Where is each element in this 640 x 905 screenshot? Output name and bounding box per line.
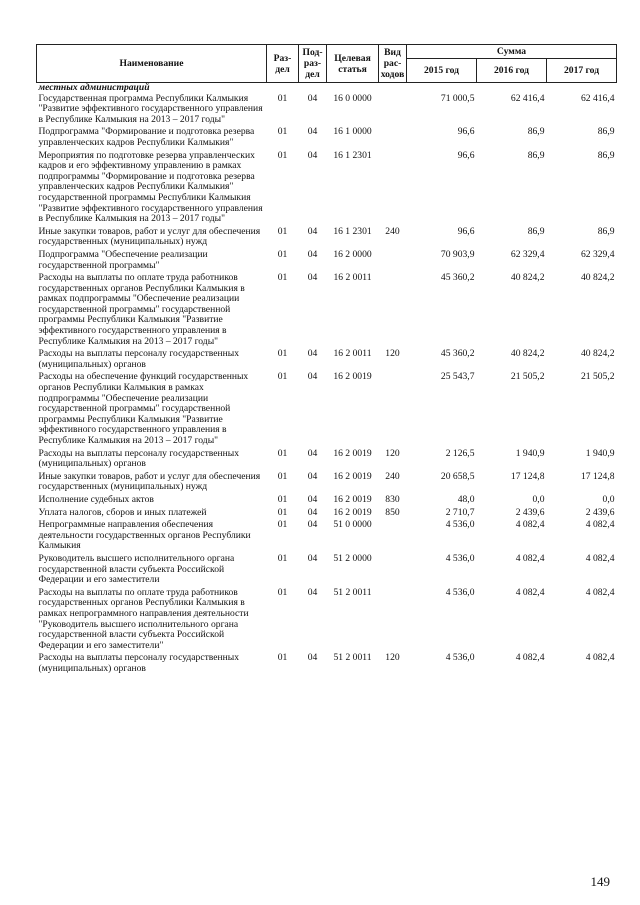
header-year-2015: 2015 год bbox=[407, 59, 477, 83]
cell-2016: 62 416,4 bbox=[510, 92, 545, 104]
section-row bbox=[37, 83, 617, 94]
cell-target: 16 1 2301 bbox=[333, 225, 372, 237]
cell-2015: 96,6 bbox=[457, 149, 475, 161]
cell-target: 16 1 0000 bbox=[333, 126, 372, 138]
cell-vid bbox=[379, 271, 407, 347]
section-title: местных администраций bbox=[38, 82, 150, 93]
table-row bbox=[37, 149, 617, 225]
cell-2015: 48,0 bbox=[457, 493, 475, 505]
cell-2017: 21 505,2 bbox=[580, 371, 615, 383]
cell-target: 16 2 0011 bbox=[333, 348, 372, 360]
header-vid: Вид рас-ходов bbox=[379, 45, 407, 83]
table-row bbox=[37, 651, 617, 674]
cell-razdel: 01 bbox=[277, 92, 288, 104]
table-header bbox=[37, 45, 617, 83]
cell-razdel: 01 bbox=[277, 126, 288, 138]
cell-2017: 4 082,4 bbox=[585, 586, 615, 598]
cell-2017: 4 082,4 bbox=[585, 652, 615, 664]
cell-2017: 4 082,4 bbox=[585, 552, 615, 564]
cell-2016: 17 124,8 bbox=[510, 470, 545, 482]
cell-name: Непрограммные направления обеспечения деятельности государственных органов Республики Калмыкия bbox=[38, 519, 251, 552]
cell-2017: 40 824,2 bbox=[580, 348, 615, 360]
cell-name: Иные закупки товаров, работ и услуг для обеспечения государственных (муниципальных) нужд bbox=[38, 470, 261, 493]
cell-podrazdel: 04 bbox=[307, 149, 318, 161]
cell-2017: 4 082,4 bbox=[585, 519, 615, 531]
cell-target: 16 2 0019 bbox=[333, 506, 372, 518]
cell-2016: 86,9 bbox=[527, 126, 545, 138]
cell-2016: 40 824,2 bbox=[510, 348, 545, 360]
cell-vid bbox=[379, 518, 407, 552]
cell-2016: 0,0 bbox=[532, 493, 545, 505]
cell-2015: 4 536,0 bbox=[445, 586, 475, 598]
table-row bbox=[37, 370, 617, 446]
cell-2015: 25 543,7 bbox=[440, 371, 475, 383]
cell-target: 16 2 0000 bbox=[333, 248, 372, 260]
cell-podrazdel: 04 bbox=[307, 348, 318, 360]
cell-podrazdel: 04 bbox=[307, 586, 318, 598]
cell-2016: 40 824,2 bbox=[510, 272, 545, 284]
cell-razdel: 01 bbox=[277, 371, 288, 383]
cell-name: Мероприятия по подготовке резерва управленческих кадров и его эффективному управлению в рамках подпрограммы "Формирование и подготовка резерва управленческих кадров Республики Калмыкия" государственной программы Республики Калмыкия "Развитие эффективного государственного управления в Республике Калмыкия на 2013 – 2017 годы" bbox=[38, 149, 263, 225]
table-row bbox=[37, 470, 617, 493]
header-razdel: Раз-дел bbox=[267, 45, 299, 83]
header-summa: Сумма bbox=[407, 45, 617, 59]
cell-vid: 240 bbox=[385, 470, 400, 482]
cell-2015: 2 126,5 bbox=[445, 447, 475, 459]
cell-vid: 830 bbox=[385, 493, 400, 505]
cell-razdel: 01 bbox=[277, 348, 288, 360]
cell-2016: 4 082,4 bbox=[515, 552, 545, 564]
cell-name: Государственная программа Республики Калмыкия "Развитие эффективного государственного управления в Республике Калмыкия на 2013 – 2017 годы" bbox=[38, 92, 263, 125]
cell-2015: 96,6 bbox=[457, 126, 475, 138]
cell-name: Подпрограмма "Обеспечение реализации государственной программы" bbox=[38, 248, 208, 271]
cell-2016: 21 505,2 bbox=[510, 371, 545, 383]
cell-vid: 120 bbox=[385, 652, 400, 664]
cell-name: Расходы на обеспечение функций государственных органов Республики Калмыкия в рамках подпрограммы "Обеспечение реализации государственной программы" государственной программы Республики Калмыкия "Развитие эффективного государственного управления в Республике Калмыкия на 2013 – 2017 годы" bbox=[38, 371, 249, 446]
cell-vid bbox=[379, 248, 407, 271]
table-body bbox=[37, 83, 617, 675]
cell-razdel: 01 bbox=[277, 225, 288, 237]
cell-name: Руководитель высшего исполнительного органа государственной власти субъекта Российской Федерации и его заместители bbox=[38, 552, 235, 586]
cell-razdel: 01 bbox=[277, 652, 288, 664]
header-target: Целевая статья bbox=[327, 45, 379, 83]
cell-name: Расходы на выплаты персоналу государственных (муниципальных) органов bbox=[38, 652, 240, 674]
cell-2017: 17 124,8 bbox=[580, 470, 615, 482]
cell-name: Расходы на выплаты персоналу государственных (муниципальных) органов bbox=[38, 447, 240, 470]
cell-razdel: 01 bbox=[277, 519, 288, 531]
cell-vid bbox=[379, 94, 407, 126]
table-row bbox=[37, 248, 617, 271]
cell-2016: 4 082,4 bbox=[515, 586, 545, 598]
cell-2015: 96,6 bbox=[457, 225, 475, 237]
cell-2016: 2 439,6 bbox=[515, 506, 545, 518]
table-row bbox=[37, 225, 617, 248]
cell-2015: 4 536,0 bbox=[445, 552, 475, 564]
cell-2017: 62 329,4 bbox=[580, 248, 615, 260]
table-row bbox=[37, 347, 617, 370]
cell-2016: 4 082,4 bbox=[515, 652, 545, 664]
cell-name: Иные закупки товаров, работ и услуг для обеспечения государственных (муниципальных) нужд bbox=[38, 225, 261, 248]
cell-2016: 4 082,4 bbox=[515, 519, 545, 531]
cell-2015: 4 536,0 bbox=[445, 652, 475, 664]
table-row bbox=[37, 125, 617, 148]
table-row bbox=[37, 94, 617, 126]
table-row bbox=[37, 518, 617, 552]
cell-target: 16 1 2301 bbox=[333, 149, 372, 161]
header-year-2016: 2016 год bbox=[477, 59, 547, 83]
cell-vid: 240 bbox=[385, 225, 400, 237]
cell-razdel: 01 bbox=[277, 248, 288, 260]
cell-podrazdel: 04 bbox=[307, 470, 318, 482]
cell-2016: 86,9 bbox=[527, 225, 545, 237]
cell-vid bbox=[379, 370, 407, 446]
cell-podrazdel: 04 bbox=[307, 552, 318, 564]
cell-podrazdel: 04 bbox=[307, 519, 318, 531]
cell-2017: 86,9 bbox=[597, 225, 615, 237]
cell-vid: 120 bbox=[385, 348, 400, 360]
cell-podrazdel: 04 bbox=[307, 652, 318, 664]
cell-2015: 45 360,2 bbox=[440, 272, 475, 284]
cell-razdel: 01 bbox=[277, 506, 288, 518]
cell-vid: 120 bbox=[385, 447, 400, 459]
cell-name: Расходы на выплаты персоналу государственных (муниципальных) органов bbox=[38, 348, 240, 370]
table-row bbox=[37, 552, 617, 586]
cell-target: 16 2 0011 bbox=[333, 272, 372, 284]
table-row bbox=[37, 271, 617, 347]
cell-2015: 2 710,7 bbox=[445, 506, 475, 518]
cell-2015: 71 000,5 bbox=[440, 92, 475, 104]
cell-vid bbox=[379, 149, 407, 225]
cell-target: 16 2 0019 bbox=[333, 470, 372, 482]
cell-2017: 86,9 bbox=[597, 126, 615, 138]
header-name: Наименование bbox=[37, 45, 267, 83]
cell-2017: 40 824,2 bbox=[580, 272, 615, 284]
cell-vid bbox=[379, 125, 407, 148]
header-podrazdel: Под-раз-дел bbox=[299, 45, 327, 83]
table-row bbox=[37, 493, 617, 506]
cell-razdel: 01 bbox=[277, 447, 288, 459]
cell-target: 16 2 0019 bbox=[333, 447, 372, 459]
cell-name: Расходы на выплаты по оплате труда работников государственных органов Республики Калмыкия в рамках подпрограммы "Обеспечение реализации государственной программы" государственной программы Республики Калмыкия "Развитие эффективного государственного управления в Республике Калмыкия на 2013 – 2017 годы" bbox=[38, 272, 245, 347]
cell-2017: 0,0 bbox=[602, 493, 615, 505]
cell-2017: 62 416,4 bbox=[580, 92, 615, 104]
cell-2015: 45 360,2 bbox=[440, 348, 475, 360]
cell-podrazdel: 04 bbox=[307, 371, 318, 383]
cell-target: 51 0 0000 bbox=[333, 519, 372, 531]
table-row bbox=[37, 506, 617, 519]
cell-2017: 86,9 bbox=[597, 149, 615, 161]
cell-podrazdel: 04 bbox=[307, 493, 318, 505]
cell-razdel: 01 bbox=[277, 586, 288, 598]
cell-2016: 86,9 bbox=[527, 149, 545, 161]
cell-2017: 1 940,9 bbox=[585, 447, 615, 459]
cell-2017: 2 439,6 bbox=[585, 506, 615, 518]
cell-name: Расходы на выплаты по оплате труда работников государственных органов Республики Калмыкия в рамках непрограммного направления деятельности "Руководитель высшего исполнительного органа государственной власти субъекта Российской Федерации и его заместители" bbox=[38, 586, 249, 651]
cell-target: 16 2 0019 bbox=[333, 371, 372, 383]
cell-target: 51 2 0011 bbox=[333, 586, 372, 598]
cell-target: 51 2 0000 bbox=[333, 552, 372, 564]
cell-razdel: 01 bbox=[277, 470, 288, 482]
cell-name: Уплата налогов, сборов и иных платежей bbox=[38, 506, 207, 518]
cell-2015: 20 658,5 bbox=[440, 470, 475, 482]
cell-podrazdel: 04 bbox=[307, 92, 318, 104]
cell-podrazdel: 04 bbox=[307, 126, 318, 138]
cell-podrazdel: 04 bbox=[307, 447, 318, 459]
header-year-2017: 2017 год bbox=[547, 59, 617, 83]
cell-razdel: 01 bbox=[277, 272, 288, 284]
cell-razdel: 01 bbox=[277, 149, 288, 161]
table-row bbox=[37, 586, 617, 652]
cell-name: Исполнение судебных актов bbox=[38, 493, 154, 505]
cell-name: Подпрограмма "Формирование и подготовка резерва управленческих кадров Республики Калмыкия" bbox=[38, 126, 255, 148]
cell-target: 16 0 0000 bbox=[333, 92, 372, 104]
cell-2015: 4 536,0 bbox=[445, 519, 475, 531]
cell-razdel: 01 bbox=[277, 552, 288, 564]
cell-vid bbox=[379, 586, 407, 652]
cell-target: 16 2 0019 bbox=[333, 493, 372, 505]
cell-podrazdel: 04 bbox=[307, 248, 318, 260]
page-number: 149 bbox=[590, 874, 610, 889]
cell-razdel: 01 bbox=[277, 493, 288, 505]
cell-2015: 70 903,9 bbox=[440, 248, 475, 260]
table-row bbox=[37, 447, 617, 470]
cell-podrazdel: 04 bbox=[307, 506, 318, 518]
cell-podrazdel: 04 bbox=[307, 272, 318, 284]
budget-table bbox=[36, 44, 617, 674]
cell-vid: 850 bbox=[385, 506, 400, 518]
cell-2016: 1 940,9 bbox=[515, 447, 545, 459]
cell-2016: 62 329,4 bbox=[510, 248, 545, 260]
cell-vid bbox=[379, 552, 407, 586]
cell-podrazdel: 04 bbox=[307, 225, 318, 237]
cell-target: 51 2 0011 bbox=[333, 652, 372, 664]
